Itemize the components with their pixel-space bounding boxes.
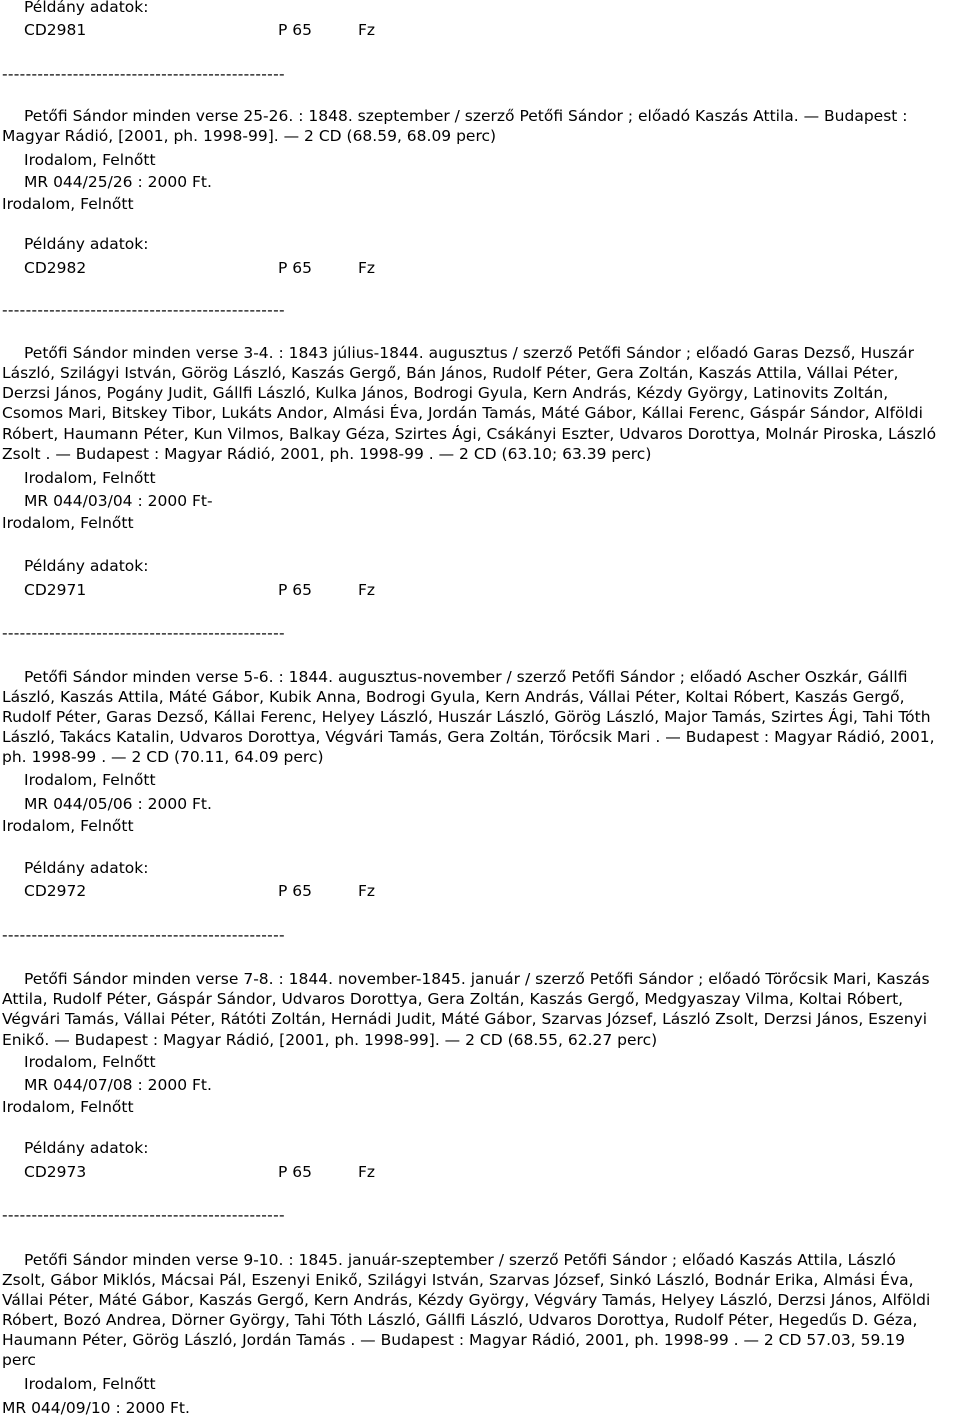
separator: ------------------------------------------------: [2, 65, 285, 83]
copy-data-label: Példány adatok:: [24, 1139, 149, 1157]
copy-call-number: P 65: [278, 882, 312, 900]
shelf-mark: MR 044/09/10 : 2000 Ft.: [2, 1399, 190, 1417]
record-description-line: Petőfi Sándor minden verse 7-8. : 1844. november-1845. január / szerző Petőfi Sándor ; előadó Törőcsik Mari, Kaszás: [24, 970, 930, 988]
copy-call-number: P 65: [278, 1163, 312, 1181]
copy-call-number: P 65: [278, 21, 312, 39]
copy-row: [24, 580, 444, 600]
copy-id: CD2972: [24, 882, 87, 900]
subject-heading: Irodalom, Felnőtt: [24, 469, 156, 487]
copy-id: CD2973: [24, 1163, 87, 1181]
record-description-line: Magyar Rádió, [2001, ph. 1998-99]. — 2 CD (68.59, 68.09 perc): [2, 127, 497, 145]
copy-data-label: Példány adatok:: [24, 235, 149, 253]
separator: ------------------------------------------------: [2, 926, 285, 944]
copy-id: CD2971: [24, 581, 87, 599]
shelf-mark: MR 044/05/06 : 2000 Ft.: [24, 795, 212, 813]
record-description-line: Zsolt, Gábor Miklós, Mácsai Pál, Eszenyi Enikő, Szilágyi István, Szarvas József, Sinkó László, Bodnár Erika, Almási Éva,: [2, 1271, 914, 1289]
record-description-line: Vállai Péter, Máté Gábor, Kaszás Gergő, Kern András, Kézdy György, Végváry Tamás, Helyey László, Derzsi János, Alföldi: [2, 1291, 931, 1309]
subject-heading: Irodalom, Felnőtt: [2, 195, 134, 213]
separator: ------------------------------------------------: [2, 1206, 285, 1224]
shelf-mark: MR 044/07/08 : 2000 Ft.: [24, 1076, 212, 1094]
record-description-line: perc: [2, 1351, 36, 1369]
record-description-line: Enikő. — Budapest : Magyar Rádió, [2001, ph. 1998-99]. — 2 CD (68.55, 62.27 perc): [2, 1031, 658, 1049]
separator: ------------------------------------------------: [2, 301, 285, 319]
record-description-line: Derzsi János, Pogány Judit, Gállfi László, Kulka János, Bodrogi Gyula, Kern András, Kézdy György, Latinovits Zoltán,: [2, 384, 889, 402]
copy-data-label: Példány adatok:: [24, 557, 149, 575]
subject-heading: Irodalom, Felnőtt: [2, 514, 134, 532]
shelf-mark: MR 044/25/26 : 2000 Ft.: [24, 173, 212, 191]
subject-heading: Irodalom, Felnőtt: [24, 1375, 156, 1393]
copy-row: [24, 20, 444, 40]
subject-heading: Irodalom, Felnőtt: [2, 1098, 134, 1116]
record-description-line: Petőfi Sándor minden verse 9-10. : 1845. január-szeptember / szerző Petőfi Sándor ; előadó Kaszás Attila, László: [24, 1251, 896, 1269]
record-description-line: Végvári Tamás, Vállai Péter, Rátóti Zoltán, Hernádi Judit, Máté Gábor, Szarvas József, László Zsolt, Derzsi János, Eszenyi: [2, 1010, 928, 1028]
subject-heading: Irodalom, Felnőtt: [2, 817, 134, 835]
record-description-line: Róbert, Bozó Andrea, Dörner György, Tahi Tóth László, Gállfi László, Udvaros Dorottya, Rudolf Péter, Hegedűs D. Géza,: [2, 1311, 918, 1329]
record-description-line: Csomos Mari, Bitskey Tibor, Lukáts Andor, Almási Éva, Jordán Tamás, Máté Gábor, Kállai Ferenc, Gáspár Sándor, Alföldi: [2, 404, 923, 422]
copy-location: Fz: [358, 581, 376, 599]
record-description-line: Zsolt . — Budapest : Magyar Rádió, 2001, ph. 1998-99 . — 2 CD (63.10; 63.39 perc): [2, 445, 652, 463]
copy-location: Fz: [358, 1163, 376, 1181]
copy-location: Fz: [358, 882, 376, 900]
copy-location: Fz: [358, 259, 376, 277]
record-description-line: László, Kaszás Attila, Máté Gábor, Kubik Anna, Bodrogi Gyula, Kern András, Vállai Péter, Koltai Róbert, Kaszás Gergő,: [2, 688, 905, 706]
subject-heading: Irodalom, Felnőtt: [24, 771, 156, 789]
record-description-line: Róbert, Haumann Péter, Kun Vilmos, Balkay Géza, Szirtes Ági, Csákányi Eszter, Udvaros Dorottya, Molnár Piroska, László: [2, 425, 937, 443]
copy-location: Fz: [358, 21, 376, 39]
subject-heading: Irodalom, Felnőtt: [24, 1053, 156, 1071]
copy-call-number: P 65: [278, 581, 312, 599]
copy-row: [24, 258, 444, 278]
copy-id: CD2982: [24, 259, 87, 277]
copy-id: CD2981: [24, 21, 87, 39]
copy-data-label: Példány adatok:: [24, 859, 149, 877]
record-description-line: Petőfi Sándor minden verse 25-26. : 1848. szeptember / szerző Petőfi Sándor ; előadó Kaszás Attila. — Budapest :: [24, 107, 908, 125]
record-description-line: Petőfi Sándor minden verse 5-6. : 1844. augusztus-november / szerző Petőfi Sándor ; előadó Ascher Oszkár, Gállfi: [24, 668, 908, 686]
copy-row: [24, 881, 444, 901]
subject-heading: Irodalom, Felnőtt: [24, 151, 156, 169]
copy-data-label: Példány adatok:: [24, 0, 149, 16]
record-description-line: Haumann Péter, Görög László, Jordán Tamás . — Budapest : Magyar Rádió, 2001, ph. 1998-99 . — 2 CD 57.03, 59.19: [2, 1331, 905, 1349]
separator: ------------------------------------------------: [2, 624, 285, 642]
record-description-line: ph. 1998-99 . — 2 CD (70.11, 64.09 perc): [2, 748, 324, 766]
record-description-line: Rudolf Péter, Garas Dezső, Kállai Ferenc, Helyey László, Huszár László, Görög László, Major Tamás, Szirtes Ági, Tahi Tóth: [2, 708, 931, 726]
copy-call-number: P 65: [278, 259, 312, 277]
record-description-line: Petőfi Sándor minden verse 3-4. : 1843 július-1844. augusztus / szerző Petőfi Sándor ; előadó Garas Dezső, Huszár: [24, 344, 915, 362]
record-description-line: Attila, Rudolf Péter, Gáspár Sándor, Udvaros Dorottya, Gera Zoltán, Kaszás Gergő, Medgyaszay Vilma, Koltai Róbert,: [2, 990, 904, 1008]
record-description-line: László, Takács Katalin, Udvaros Dorottya, Végvári Tamás, Gera Zoltán, Törőcsik Mari . — Budapest : Magyar Rádió, 2001,: [2, 728, 935, 746]
copy-row: [24, 1162, 444, 1182]
shelf-mark: MR 044/03/04 : 2000 Ft-: [24, 492, 213, 510]
record-description-line: László, Szilágyi István, Görög László, Kaszás Gergő, Bán János, Rudolf Péter, Gera Zoltán, Kaszás Attila, Vállai Péter,: [2, 364, 899, 382]
